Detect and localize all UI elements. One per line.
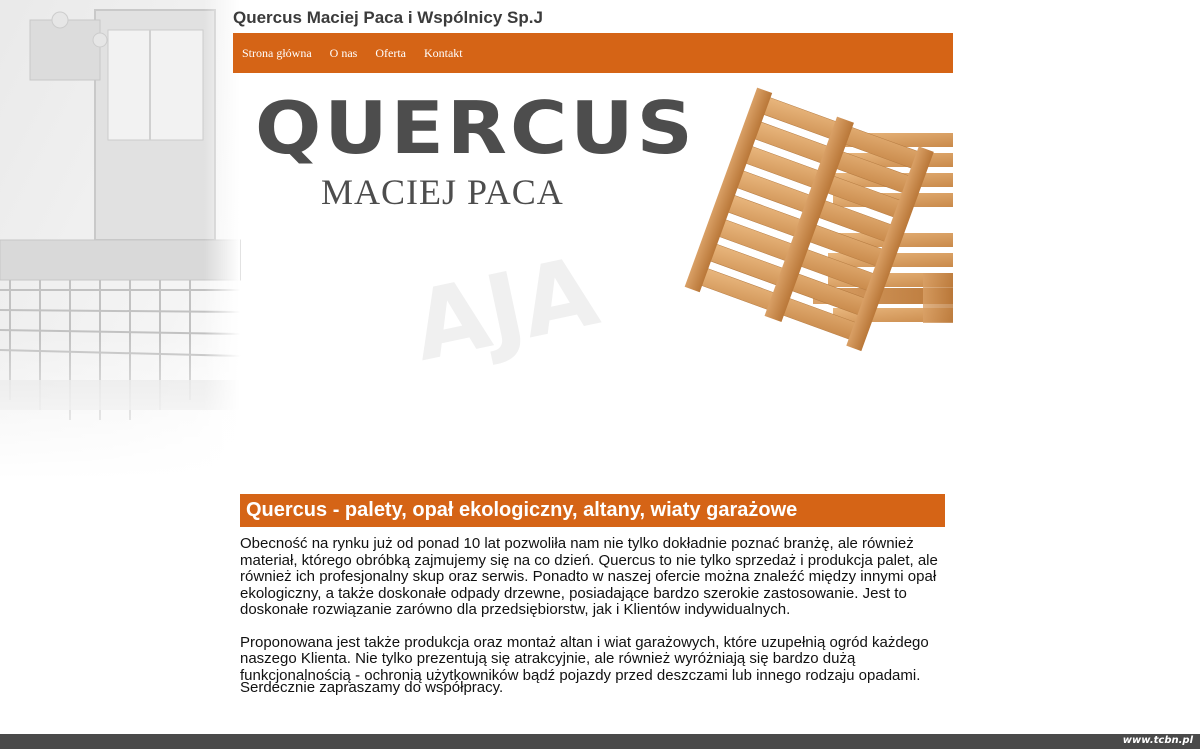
site-title: Quercus Maciej Paca i Wspólnicy Sp.J [233, 8, 543, 27]
logo-main-text: QUERCUS [255, 87, 696, 171]
background-harvester-image [0, 0, 240, 480]
nav-item-home[interactable]: Strona główna [242, 45, 312, 60]
wooden-pallets-image [653, 83, 953, 363]
nav-item-contact[interactable]: Kontakt [423, 45, 463, 60]
footer-brand-link[interactable]: www.tcbn.pl [1122, 735, 1193, 746]
hero-banner [233, 73, 953, 383]
page-heading: Quercus - palety, opał ekologiczny, altany, wiaty garażowe [240, 494, 945, 527]
intro-text-box [240, 535, 945, 684]
main-navigation [233, 33, 953, 73]
nav-item-about[interactable]: O nas [329, 45, 358, 60]
footer-bar [0, 734, 1200, 749]
banner-watermark: AJA [403, 235, 607, 383]
nav-item-offer[interactable]: Oferta [375, 45, 406, 60]
main-content [240, 494, 945, 696]
intro-paragraph-1: Obecność na rynku już od ponad 10 lat pozwoliła nam nie tylko dokładnie poznać branżę, ale również materiał, którego obróbką zajmujemy się na co dzień. Quercus to nie tylko sprzedaż i produkcja palet, ale również ich profesjonalny skup oraz serwis. Ponadto w naszej ofercie można znaleźć między innymi opał ekologiczny, a także doskonałe odpady drzewne, posiadające bardzo szerokie zastosowanie. Jest to doskonałe rozwiązanie zarówno dla przedsiębiorstw, jak i Klientów indywidualnych. [240, 535, 938, 618]
intro-paragraph-2: Proponowana jest także produkcja oraz montaż altan i wiat garażowych, które uzupełnią ogród każdego naszego Klienta. Nie tylko prezentują się atrakcyjnie, ale również wyróżniają się bardzo dużą funkcjonalnością - ochronią użytkowników bądź pojazdy przed deszczami lub innego rodzaju opadami. [240, 633, 929, 684]
closing-text: Serdecznie zapraszamy do współpracy. [240, 679, 504, 696]
logo-sub-text: MACIEJ PACA [321, 172, 564, 212]
